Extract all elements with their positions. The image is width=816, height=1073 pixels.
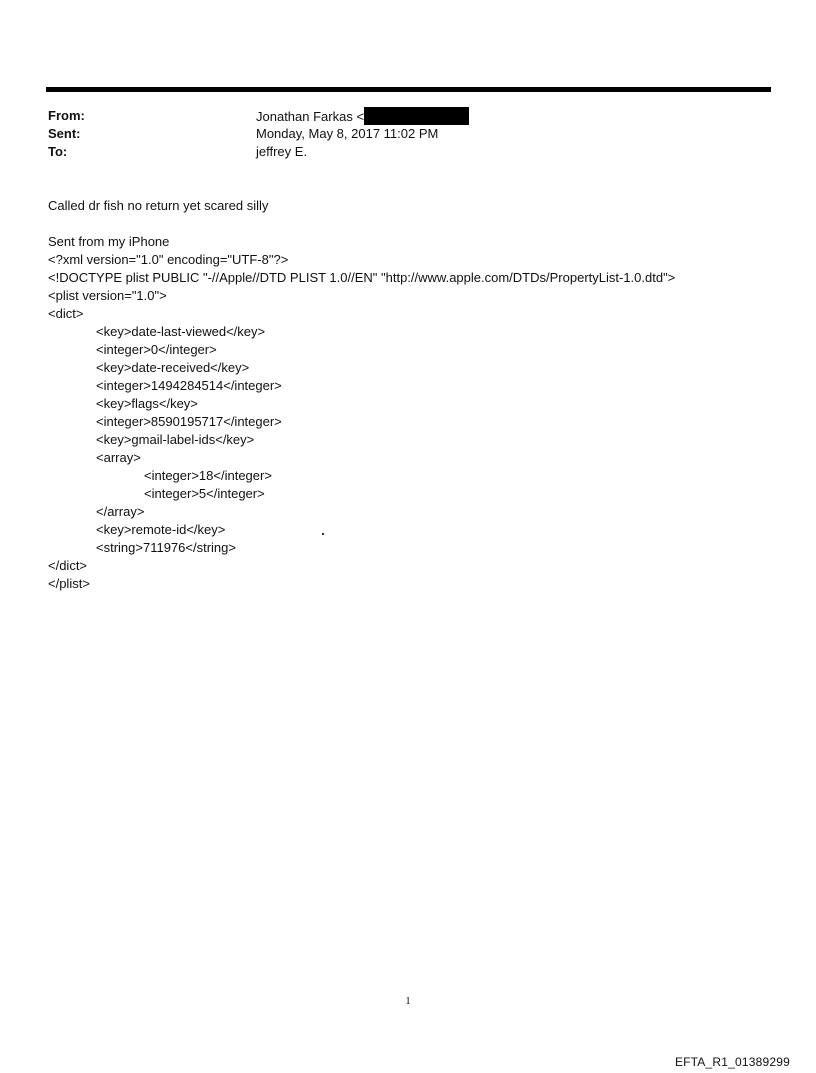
plist-line: <string>711976</string> [96,540,236,555]
plist-line: <integer>8590195717</integer> [96,414,282,429]
to-value: jeffrey E. [256,144,308,159]
plist-line: <key>gmail-label-ids</key> [96,432,255,447]
bates-number: EFTA_R1_01389299 [674,1055,790,1069]
message-text: Called dr fish no return yet scared silly [48,198,269,213]
from-label: From: [48,108,85,123]
plist-line: <?xml version="1.0" encoding="UTF-8"?> [48,252,289,267]
from-value [256,107,469,126]
plist-line: </plist> [48,576,90,591]
signature-text: Sent from my iPhone [48,234,170,249]
redaction-box [364,107,469,125]
sent-value: Monday, May 8, 2017 11:02 PM [256,126,439,141]
to-label: To: [48,144,68,159]
plist-line: <integer>0</integer> [96,342,217,357]
plist-line: <integer>1494284514</integer> [96,378,282,393]
plist-line: <plist version="1.0"> [48,288,167,303]
scan-speck [322,533,324,535]
plist-line: </dict> [48,558,88,573]
plist-line: <key>remote-id</key> [96,522,226,537]
from-name: Jonathan Farkas < [256,109,365,124]
plist-line: <key>flags</key> [96,396,198,411]
plist-line: <array> [96,450,141,465]
sent-label: Sent: [48,126,81,141]
page-number: 1 [405,995,411,1007]
plist-line: <key>date-last-viewed</key> [96,324,266,339]
plist-line: <integer>18</integer> [144,468,272,483]
plist-line: </array> [96,504,145,519]
header-rule [46,87,771,92]
plist-line: <key>date-received</key> [96,360,250,375]
plist-line: <integer>5</integer> [144,486,265,501]
plist-line: <dict> [48,306,84,321]
plist-line: <!DOCTYPE plist PUBLIC "-//Apple//DTD PLIST 1.0//EN" "http://www.apple.com/DTDs/PropertyList-1.0.dtd"> [48,270,676,285]
